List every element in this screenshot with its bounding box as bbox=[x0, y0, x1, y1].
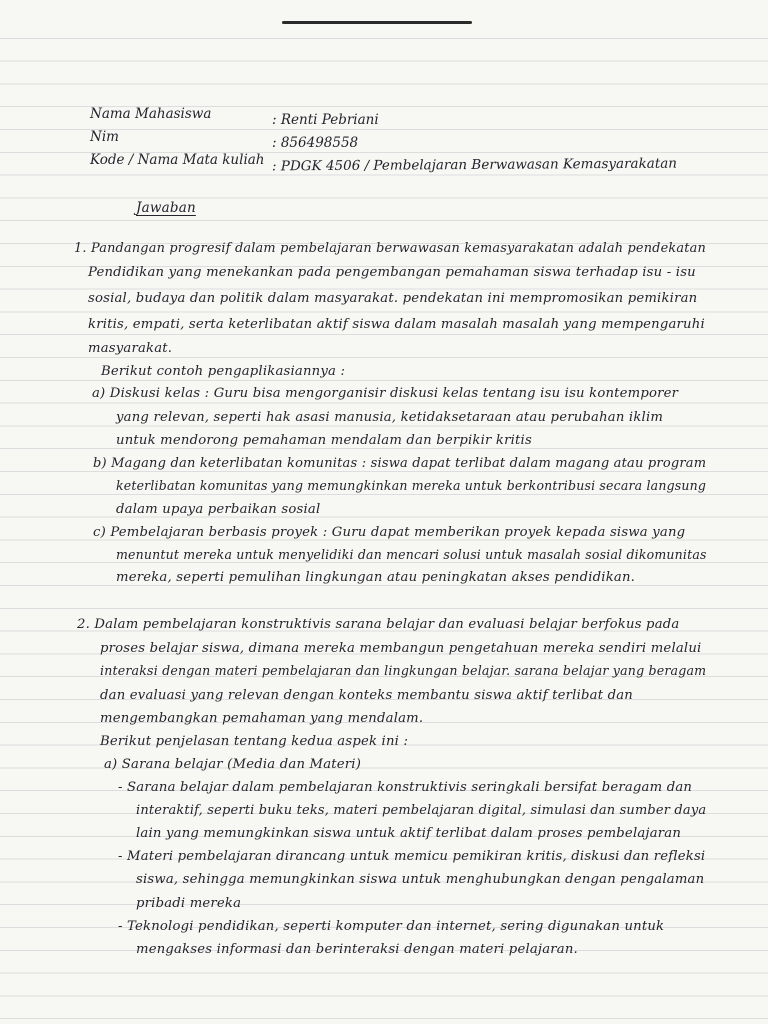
answer1-line: untuk mendorong pemahaman mendalam dan berpikir kritis bbox=[116, 433, 532, 448]
answer1-line: kritis, empati, serta keterlibatan aktif siswa dalam masalah masalah yang mempengaruhi bbox=[88, 317, 705, 332]
answer2-line: siswa, sehingga memungkinkan siswa untuk menghubungkan dengan pengalaman bbox=[136, 872, 705, 887]
answer2-line: interaksi dengan materi pembelajaran dan lingkungan belajar. sarana belajar yang beragam bbox=[100, 664, 707, 679]
nim-label: Nim bbox=[90, 129, 119, 145]
answer1-line: keterlibatan komunitas yang memungkinkan mereka untuk berkontribusi secara langsung bbox=[116, 479, 707, 494]
answer2-line: dan evaluasi yang relevan dengan konteks membantu siswa aktif terlibat dan bbox=[100, 688, 634, 703]
answer1-line: dalam upaya perbaikan sosial bbox=[116, 502, 321, 517]
answer1-line: Berikut contoh pengaplikasiannya : bbox=[101, 364, 346, 379]
answer1-line: mereka, seperti pemulihan lingkungan atau peningkatan akses pendidikan. bbox=[116, 570, 636, 585]
answer1-line: menuntut mereka untuk menyelidiki dan mencari solusi untuk masalah sosial dikomunitas bbox=[116, 548, 707, 563]
answer1-line: sosial, budaya dan politik dalam masyarakat. pendekatan ini mempromosikan pemikiran bbox=[88, 291, 698, 306]
answer1-line: c) Pembelajaran berbasis proyek : Guru dapat memberikan proyek kepada siswa yang bbox=[93, 525, 686, 540]
answer1-line: masyarakat. bbox=[88, 341, 173, 356]
nama-value: : Renti Pebriani bbox=[272, 112, 379, 128]
nama-label: Nama Mahasiswa bbox=[90, 106, 212, 122]
answer2-line: mengakses informasi dan berinteraksi dengan materi pelajaran. bbox=[136, 942, 578, 957]
page-top-edge bbox=[282, 21, 472, 24]
answer2-line: Berikut penjelasan tentang kedua aspek ini : bbox=[100, 734, 409, 749]
answer2-line: interaktif, seperti buku teks, materi pembelajaran digital, simulasi dan sumber daya bbox=[136, 803, 707, 818]
answer1-line: yang relevan, seperti hak asasi manusia, ketidaksetaraan atau perubahan iklim bbox=[116, 410, 664, 425]
answer2-line: lain yang memungkinkan siswa untuk aktif terlibat dalam proses pembelajaran bbox=[136, 826, 682, 841]
answer2-line: - Sarana belajar dalam pembelajaran konstruktivis seringkali bersifat beragam dan bbox=[118, 780, 693, 795]
answer2-line: 2. Dalam pembelajaran konstruktivis sarana belajar dan evaluasi belajar berfokus pada bbox=[77, 617, 680, 632]
kode-value: : PDGK 4506 / Pembelajaran Berwawasan Kemasyarakatan bbox=[271, 155, 678, 175]
answer1-line: b) Magang dan keterlibatan komunitas : siswa dapat terlibat dalam magang atau program bbox=[93, 456, 707, 471]
answer2-line: pribadi mereka bbox=[136, 896, 242, 911]
answer1-line: Pendidikan yang menekankan pada pengembangan pemahaman siswa terhadap isu - isu bbox=[88, 265, 696, 280]
answer2-line: - Materi pembelajaran dirancang untuk memicu pemikiran kritis, diskusi dan refleksi bbox=[118, 849, 706, 864]
answer2-line: proses belajar siswa, dimana mereka membangun pengetahuan mereka sendiri melalui bbox=[100, 641, 702, 656]
kode-label: Kode / Nama Mata kuliah bbox=[90, 152, 265, 168]
answer1-line: 1. Pandangan progresif dalam pembelajaran berwawasan kemasyarakatan adalah pendekatan bbox=[74, 241, 706, 256]
jawaban-heading: Jawaban bbox=[136, 200, 196, 216]
answer2-line: a) Sarana belajar (Media dan Materi) bbox=[104, 757, 362, 772]
answer1-line: a) Diskusi kelas : Guru bisa mengorganisir diskusi kelas tentang isu isu kontemporer bbox=[92, 386, 679, 401]
nim-value: : 856498558 bbox=[272, 135, 359, 151]
answer2-line: - Teknologi pendidikan, seperti komputer dan internet, sering digunakan untuk bbox=[118, 919, 665, 934]
answer2-line: mengembangkan pemahaman yang mendalam. bbox=[100, 711, 424, 726]
